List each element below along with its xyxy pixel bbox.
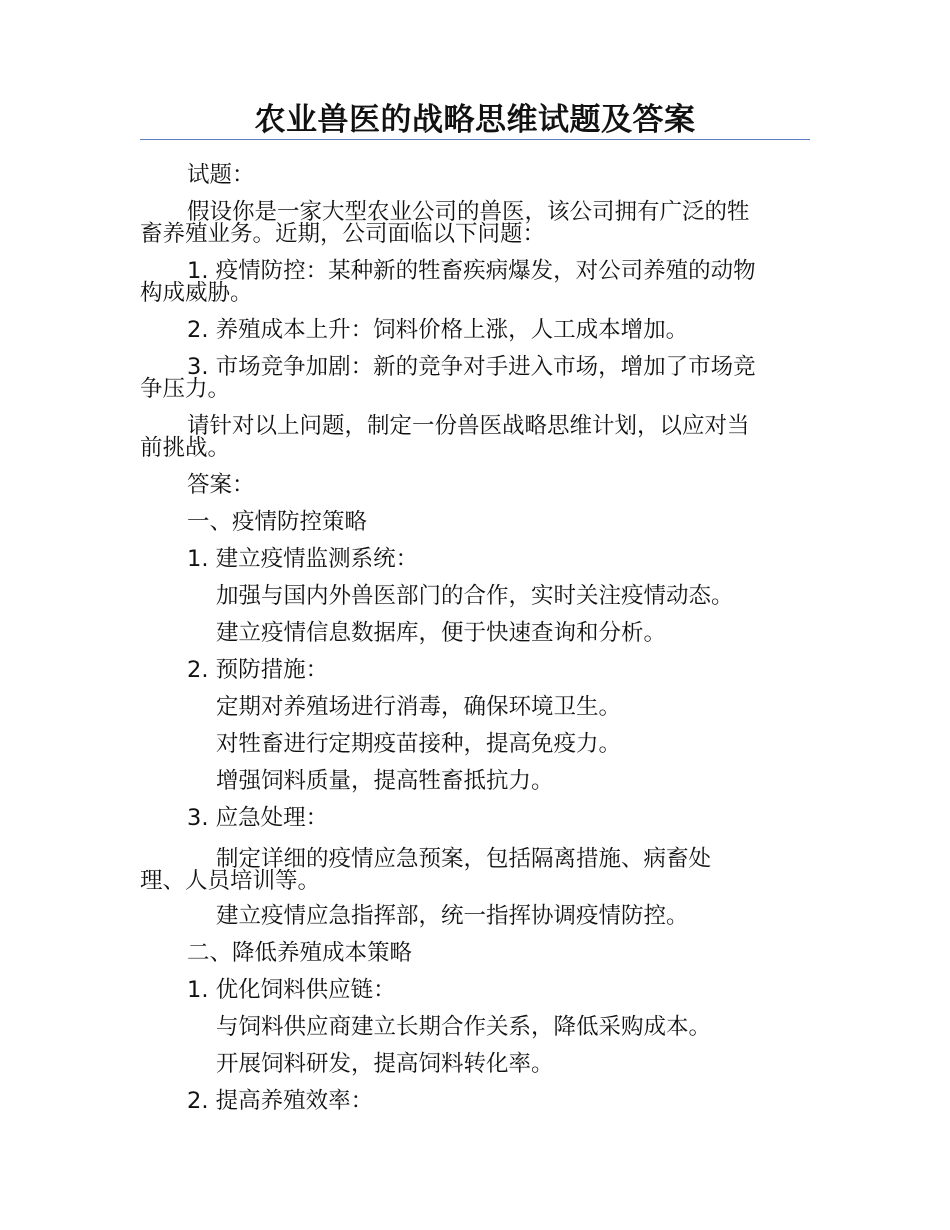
section-label-answers: 答案： <box>187 472 255 498</box>
sub-item: 与饲料供应商建立长期合作关系，降低采购成本。 <box>216 1014 712 1040</box>
document-title: 农业兽医的战略思维试题及答案 <box>254 102 696 138</box>
list-item: 1. 疫情防控：某种新的牲畜疾病爆发，对公司养殖的动物 <box>187 258 756 284</box>
section-heading: 一、疫情防控策略 <box>187 509 368 535</box>
sub-item: 制定详细的疫情应急预案，包括隔离措施、病畜处 <box>216 846 712 872</box>
paragraph-line: 理、人员培训等。 <box>140 868 321 894</box>
section-heading: 二、降低养殖成本策略 <box>187 940 413 966</box>
paragraph-line: 请针对以上问题，制定一份兽医战略思维计划，以应对当 <box>187 413 750 439</box>
sub-item: 建立疫情应急指挥部，统一指挥协调疫情防控。 <box>216 903 689 929</box>
list-item: 3. 市场竞争加剧：新的竞争对手进入市场，增加了市场竞 <box>187 354 756 380</box>
list-item: 2. 预防措施： <box>187 657 329 683</box>
paragraph-line: 假设你是一家大型农业公司的兽医，该公司拥有广泛的牲 <box>187 199 750 225</box>
list-item: 2. 养殖成本上升：饲料价格上涨，人工成本增加。 <box>187 317 689 343</box>
sub-item: 建立疫情信息数据库，便于快速查询和分析。 <box>216 620 667 646</box>
paragraph-line: 构成威胁。 <box>140 280 253 306</box>
sub-item: 加强与国内外兽医部门的合作，实时关注疫情动态。 <box>216 583 734 609</box>
list-item: 1. 建立疫情监测系统： <box>187 546 419 572</box>
paragraph-line: 畜养殖业务。近期，公司面临以下问题： <box>140 221 546 247</box>
paragraph-line: 争压力。 <box>140 376 231 402</box>
sub-item: 定期对养殖场进行消毒，确保环境卫生。 <box>216 694 622 720</box>
sub-item: 增强饲料质量，提高牲畜抵抗力。 <box>216 768 554 794</box>
sub-item: 开展饲料研发，提高饲料转化率。 <box>216 1051 554 1077</box>
title-underline <box>140 139 810 140</box>
paragraph-line: 前挑战。 <box>140 435 231 461</box>
section-label-questions: 试题： <box>187 162 255 188</box>
list-item: 1. 优化饲料供应链： <box>187 977 396 1003</box>
list-item: 2. 提高养殖效率： <box>187 1088 374 1114</box>
list-item: 3. 应急处理： <box>187 805 329 831</box>
sub-item: 对牲畜进行定期疫苗接种，提高免疫力。 <box>216 731 622 757</box>
